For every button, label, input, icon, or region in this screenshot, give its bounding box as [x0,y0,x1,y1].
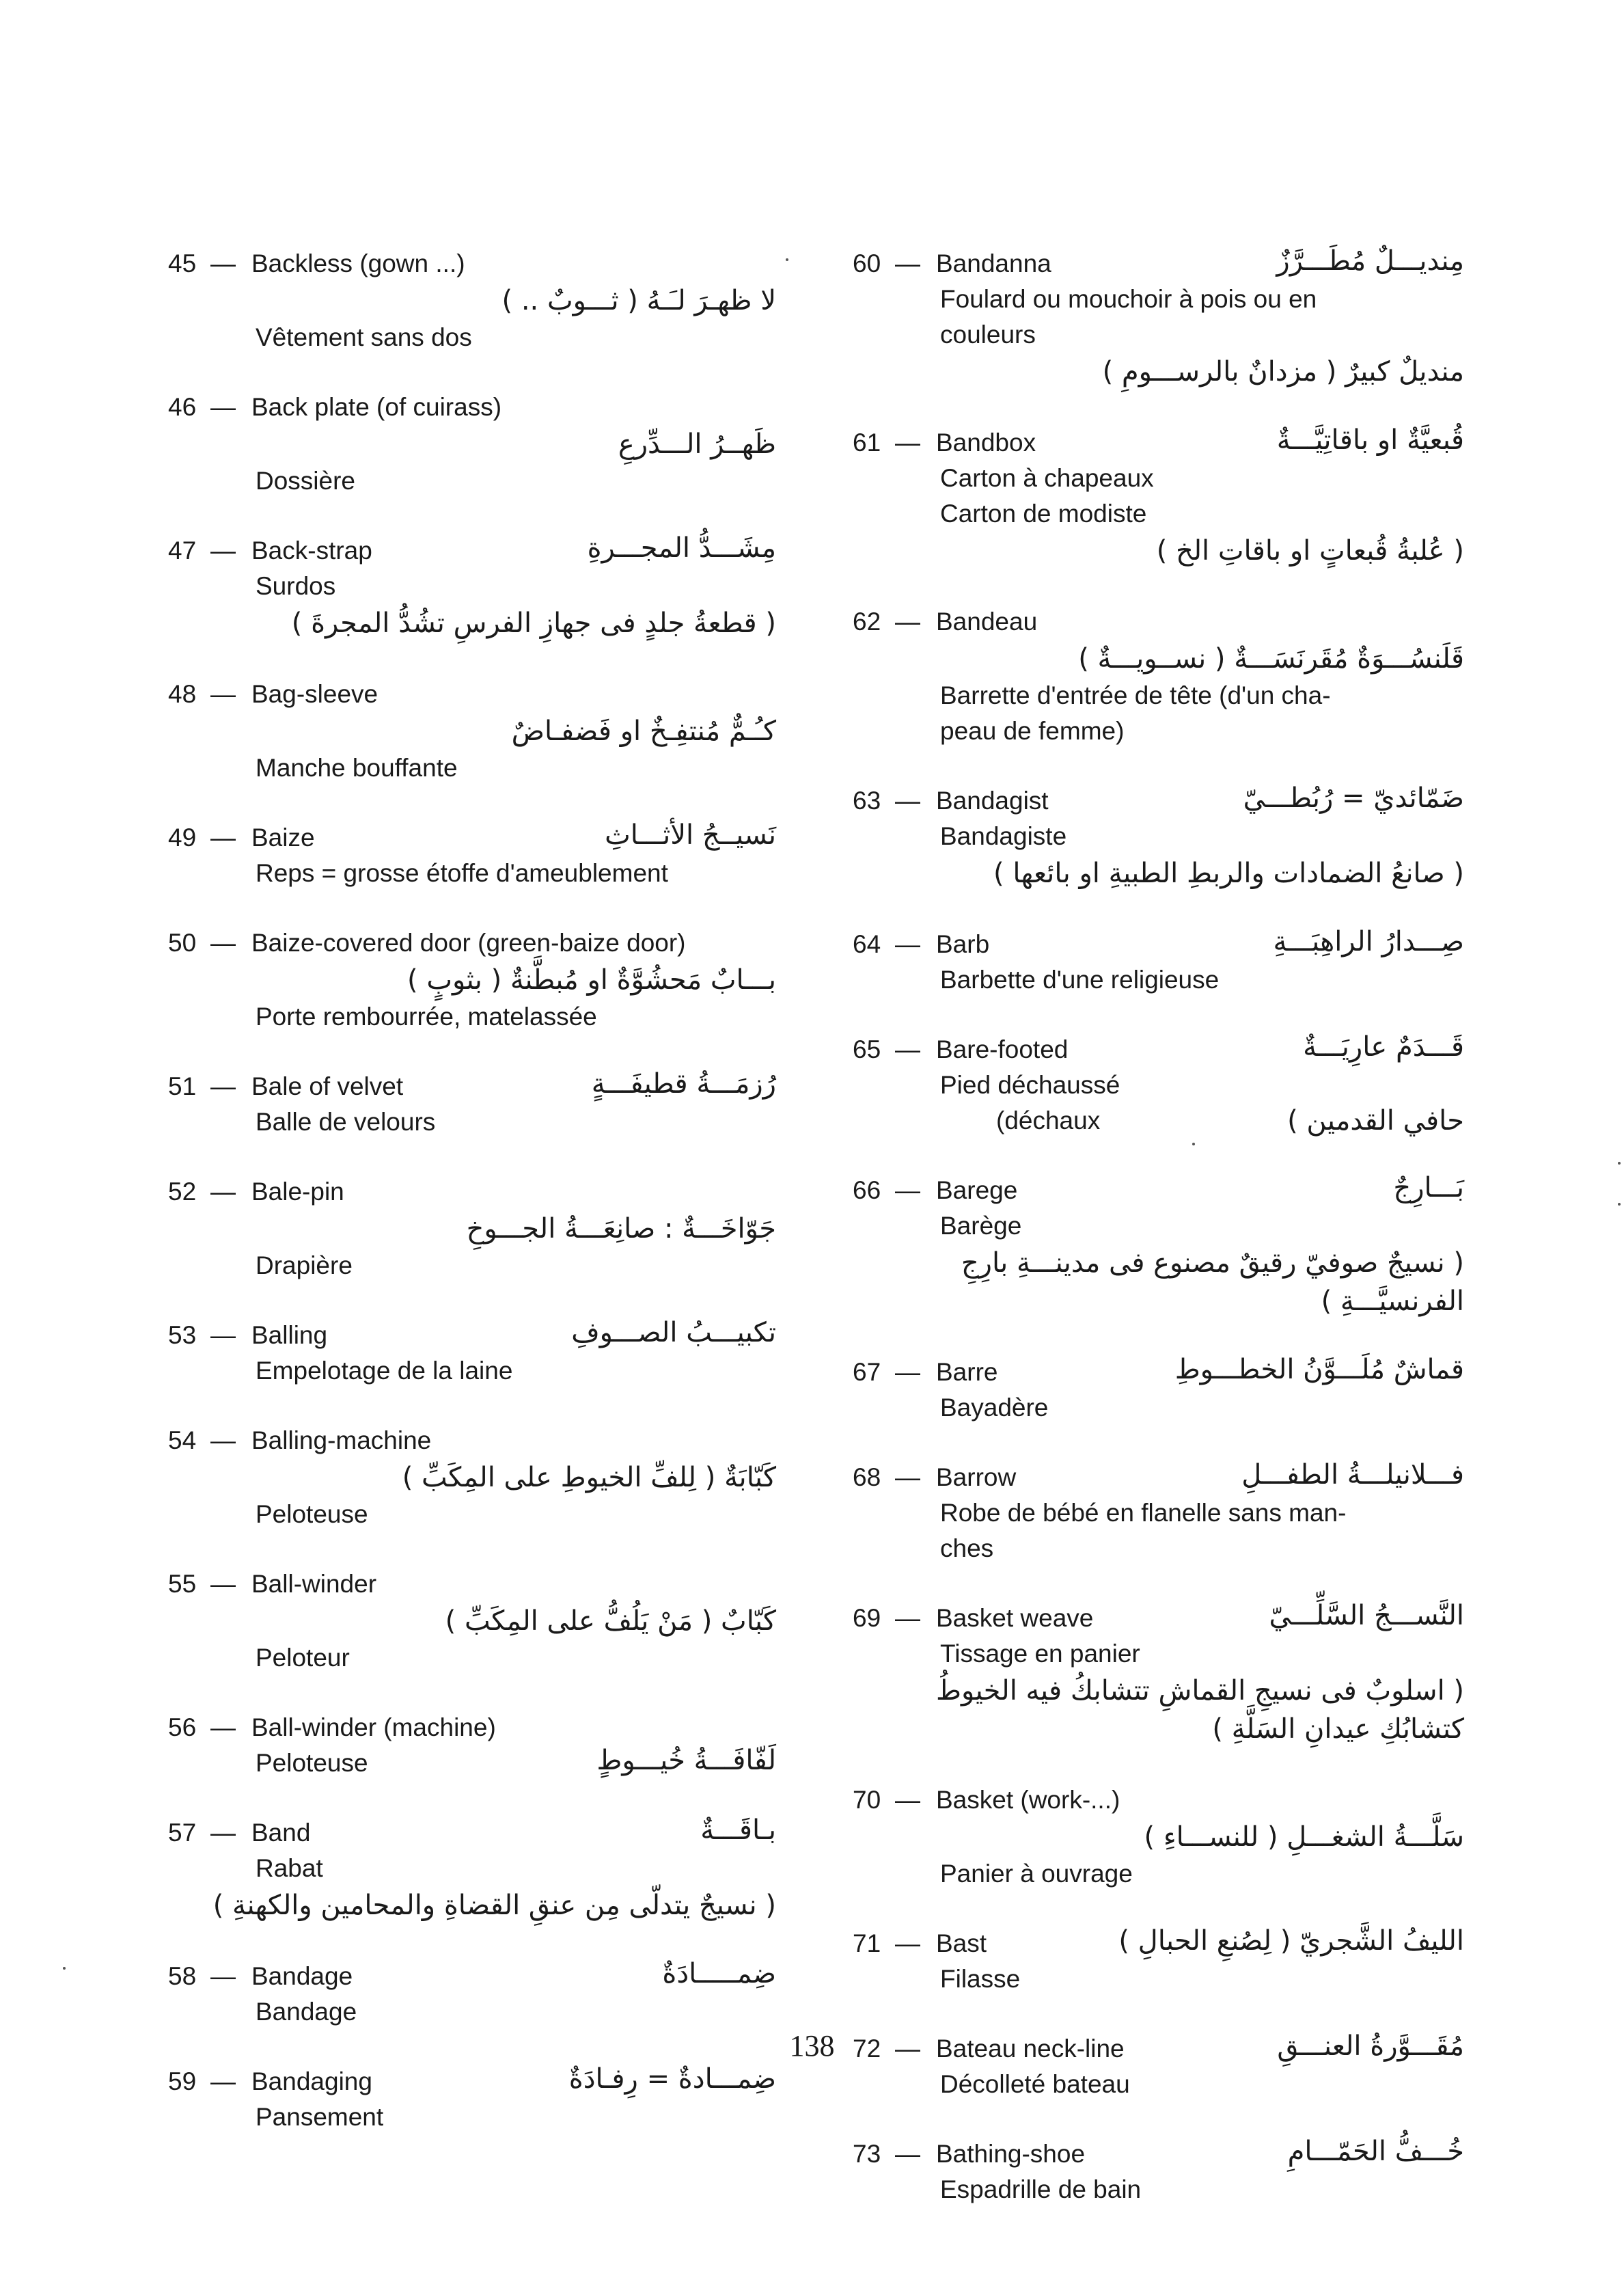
entry-number: 64 [853,930,881,958]
entry-47 [168,533,776,642]
entry-number: 69 [853,1604,881,1632]
entry-arabic: مِشَـــدُّ المجـــرةِ [587,532,776,564]
entry-french: Tissage en panier [940,1640,1140,1668]
entry-arabic: فـــلانيلـــةُ الطفـــلِ [1241,1459,1464,1491]
entry-french: Bandagiste [940,822,1067,850]
scan-speck [1618,1162,1621,1165]
entry-term: Basket (work-...) [936,1786,1120,1814]
entry-number: 47 [168,536,197,565]
entry-term: Back-strap [251,536,372,565]
entry-66 [853,1173,1464,1320]
entry-french: Vêtement sans dos [256,323,472,351]
entry-dash: — [895,1604,920,1632]
entry-number: 72 [853,2035,881,2063]
page-number: 138 [789,2029,835,2063]
entry-dash: — [210,929,236,957]
entry-number: 73 [853,2140,881,2168]
entry-french: Barbette d'une religieuse [940,966,1220,994]
entry-arabic: ضِمـــادةٌ = رِفـادَةٌ [568,2063,776,2095]
entry-dash: — [895,930,920,958]
entry-french: Porte rembourrée, matelassée [256,1003,597,1031]
entry-60 [853,246,1464,391]
entry-number: 55 [168,1570,197,1598]
entry-french: Décolleté bateau [940,2070,1130,2098]
entry-term: Baize [251,824,315,852]
entry-number: 61 [853,429,881,457]
entry-french: couleurs [940,321,1036,349]
entry-term: Back plate (of cuirass) [251,393,502,421]
entry-note-cont: الفرنسيَّـــةِ ) [1321,1286,1464,1317]
entry-french: Peloteuse [256,1749,368,1777]
entry-french: Dossière [256,467,355,495]
entry-arabic: مِنديـــلٌ مُطَـــرَّزٌ [1276,245,1464,277]
entry-dash: — [210,1570,236,1598]
entry-french: Manche bouffante [256,754,458,782]
entry-arabic: ضَمّائديّ = رُبُطـــيّ [1243,783,1464,814]
entry-46 [168,390,776,499]
entry-french: Robe de bébé en flanelle sans man- [940,1499,1347,1527]
entry-inline-french: (déchaux [996,1106,1101,1134]
entry-65 [853,1032,1464,1139]
entry-dash: — [895,1786,920,1814]
entry-term: Basket weave [936,1604,1094,1632]
entry-54 [168,1423,776,1532]
entry-arabic: النَّســـجُ السَّلِّـــيّ [1269,1600,1464,1631]
entry-63 [853,783,1464,893]
entry-french: Reps = grosse étoffe d'ameublement [256,859,668,887]
entry-note-cont: كتشابُكِ عيدانِ السَلَّةِ ) [1212,1713,1464,1745]
entry-arabic: ضِمـــــادَةٌ [662,1958,776,1989]
entry-number: 67 [853,1358,881,1386]
entry-arabic: صِـــدارُ الراهِبَـــةِ [1273,926,1464,957]
entry-dash: — [895,1463,920,1491]
entry-term: Bandanna [936,249,1051,277]
entry-note: ( عُلبةُ قُبعاتٍ او باقاتِ الخ ) [1156,535,1464,567]
entry-french: Bandage [256,1998,357,2026]
entry-number: 60 [853,249,881,277]
entry-term: Bale-pin [251,1178,344,1206]
entry-dash: — [210,1819,236,1847]
entry-arabic: مُقَـــوَّرةُ العنـــقِ [1277,2030,1464,2062]
entry-term: Bathing-shoe [936,2140,1086,2168]
entry-number: 56 [168,1713,197,1741]
entry-french: Peloteur [256,1644,350,1672]
entry-51 [168,1069,776,1140]
scan-speck [786,258,788,261]
entry-note: ( صانعُ الضمادات والربطِ الطبيةِ او بائعها ) [993,858,1464,889]
entry-note: ( نسيجٌ صوفيّ رقيقٌ مصنوع فى مدينـــةِ بارِجِ [961,1247,1464,1279]
entry-number: 62 [853,608,881,636]
entry-french: Espadrille de bain [940,2175,1142,2203]
scan-speck [1618,1203,1621,1206]
entry-term: Ball-winder (machine) [251,1713,496,1741]
entry-arabic: نَسيــجُ الأثـــاثِ [605,819,776,851]
entry-arabic: بـــابٌ مَحشُوَّةٌ او مُبطَّنةٌ ( بثوبٍ ) [407,964,776,996]
entry-dash: — [210,1321,236,1349]
entry-dash: — [210,2067,236,2095]
entry-arabic: كـُـمٌّ مُنتفِـخٌ او فَضفـاضٌ [511,716,776,747]
entry-term: Baize-covered door (green-baize door) [251,929,686,957]
entry-term: Ball-winder [251,1570,377,1598]
entry-dash: — [895,787,920,815]
entry-52 [168,1174,776,1283]
entry-french: Carton à chapeaux [940,464,1154,492]
entry-number: 63 [853,787,881,815]
entry-number: 57 [168,1819,197,1847]
entry-dash: — [210,536,236,565]
entry-french: Empelotage de la laine [256,1357,513,1385]
entry-arabic: رُزمَـــةُ قطيفَـــةٍ [591,1068,776,1100]
entry-arabic: لا ظهـرَ لـَـهُ ( ثـــوبٌ .. ) [501,285,776,316]
scan-speck [1192,1143,1195,1145]
entry-dash: — [210,1962,236,1990]
entry-59 [168,2064,776,2135]
entry-50 [168,925,776,1035]
entry-term: Bateau neck-line [936,2035,1125,2063]
entry-73 [853,2136,1464,2207]
entry-note: ( قطعةُ جلدٍ فى جهازِ الفرسِ تشُدُّ المجرةَ ) [291,608,776,639]
entry-term: Barege [936,1176,1018,1204]
entry-french: Pied déchaussé [940,1071,1120,1099]
entry-56 [168,1710,776,1781]
entry-number: 45 [168,249,197,277]
entry-62 [853,604,1464,749]
entry-french: Bayadère [940,1393,1049,1422]
entry-french: Filasse [940,1965,1021,1993]
entry-term: Bale of velvet [251,1072,404,1100]
entry-dash: — [210,393,236,421]
entry-number: 53 [168,1321,197,1349]
entry-67 [853,1355,1464,1426]
entry-number: 68 [853,1463,881,1491]
entry-arabic: لَفّافَـــةُ خُيـــوطٍ [596,1745,776,1776]
entry-arabic: تكبيـــبُ الصـــوفِ [571,1317,776,1348]
entry-french: peau de femme) [940,717,1125,745]
entry-arabic: كَبّابٌ ( مَنْ يَلُفُّ على المِكَبِّ ) [445,1605,776,1637]
entry-note: منديلٌ كبيرٌ ( مزدانٌ بالرســـومِ ) [1102,356,1464,388]
entry-term: Balling-machine [251,1426,432,1454]
entry-58 [168,1959,776,2030]
entry-dash: — [210,1178,236,1206]
entry-term: Bag-sleeve [251,680,379,708]
entry-57 [168,1815,776,1925]
entry-70 [853,1782,1464,1892]
entry-term: Balling [251,1321,328,1349]
entry-arabic: جَوّاخَـــةٌ : صانِعَـــةُ الجـــوخِ [466,1213,776,1245]
entry-french: Surdos [256,572,336,600]
entry-term: Bandeau [936,608,1038,636]
entry-arabic: سَلَّـــةُ الشغـــلِ ( للنســـاءِ ) [1144,1821,1464,1853]
entry-french: Barrette d'entrée de tête (d'un cha- [940,681,1331,709]
entry-dash: — [895,1929,920,1957]
entry-dash: — [895,1358,920,1386]
entry-french: Carton de modiste [940,500,1147,528]
entry-number: 54 [168,1426,197,1454]
entry-arabic: قَـــدَمٌ عارِيَـــةٌ [1303,1031,1464,1063]
entry-term: Bandaging [251,2067,372,2095]
entry-53 [168,1318,776,1389]
entry-dash: — [210,1713,236,1741]
entry-french: Drapière [256,1251,353,1279]
entry-french: Panier à ouvrage [940,1860,1133,1888]
entry-dash: — [895,2035,920,2063]
entry-term: Barre [936,1358,998,1386]
entry-french: Foulard ou mouchoir à pois ou en [940,285,1317,313]
entry-number: 59 [168,2067,197,2095]
entry-arabic: خُـــفُّ الحَمّـــامِ [1287,2136,1464,2167]
entry-dash: — [895,1035,920,1063]
entry-term: Bandagist [936,787,1049,815]
entry-61 [853,425,1464,570]
entry-term: Bandage [251,1962,353,1990]
entry-number: 52 [168,1178,197,1206]
entry-dash: — [895,2140,920,2168]
entry-note: ( نسيجٌ يتدلّى مِن عنقِ القضاةِ والمحامين والكهنةِ ) [212,1890,776,1921]
entry-arabic: قماشٌ مُلَـــوَّنُ الخطـــوطِ [1174,1354,1464,1385]
scan-speck [63,1967,66,1970]
entry-64 [853,927,1464,998]
entry-number: 66 [853,1176,881,1204]
entry-dash: — [895,1176,920,1204]
entry-term: Bandbox [936,429,1036,457]
entry-55 [168,1566,776,1676]
entry-number: 50 [168,929,197,957]
entry-arabic: ظَهــرُ الـــدِّرعِ [618,429,776,460]
entry-dash: — [210,1426,236,1454]
entry-dash: — [895,429,920,457]
entry-dash: — [895,608,920,636]
entry-french: ches [940,1534,994,1562]
entry-dash: — [895,249,920,277]
entry-arabic: بـاقَـــةٌ [700,1814,776,1846]
entry-45 [168,246,776,355]
entry-term: Barrow [936,1463,1017,1491]
entry-number: 51 [168,1072,197,1100]
entry-french: Pansement [256,2103,384,2131]
entry-arabic: بَـــارِجٌ [1393,1172,1464,1204]
entry-term: Band [251,1819,311,1847]
entry-number: 58 [168,1962,197,1990]
entry-term: Barb [936,930,990,958]
entry-49 [168,820,776,891]
entry-number: 65 [853,1035,881,1063]
entry-number: 46 [168,393,197,421]
left-column [168,246,776,2169]
entry-term: Backless (gown ...) [251,249,465,277]
entry-dash: — [210,680,236,708]
entry-48 [168,677,776,786]
entry-arabic: الليفُ الشَّجريّ ( لِصُنعِ الحبالِ ) [1118,1925,1464,1957]
entry-number: 70 [853,1786,881,1814]
entry-note: ( اسلوبٌ فى نسيجِ القماشِ تتشابكُ فيه الخيوطُ [935,1675,1464,1707]
entry-68 [853,1460,1464,1566]
entry-arabic: قَلَنسُـــوَةٌ مُقَرنَسَـــةٌ ( نســويـــةٌ ) [1078,643,1464,675]
entry-number: 71 [853,1929,881,1957]
entry-69 [853,1601,1464,1748]
entry-french: Peloteuse [256,1500,368,1528]
right-column [853,246,1464,2242]
entry-dash: — [210,824,236,852]
entry-71 [853,1926,1464,1997]
entry-number: 48 [168,680,197,708]
entry-arabic: كَبّابَةٌ ( لِلفِّ الخيوطِ على المِكَبِّ ) [402,1462,776,1493]
entry-dash: — [210,1072,236,1100]
entry-french: Balle de velours [256,1108,436,1136]
entry-arabic: قُبعيَّةٌ او باقاتِيَّـــةٌ [1276,424,1464,456]
entry-term: Bast [936,1929,987,1957]
entry-inline-arabic: حافي القدمين ) [1287,1105,1464,1137]
entry-dash: — [210,249,236,277]
entry-french: Barège [940,1212,1022,1240]
entry-term: Bare-footed [936,1035,1069,1063]
entry-number: 49 [168,824,197,852]
entry-french: Rabat [256,1854,323,1882]
